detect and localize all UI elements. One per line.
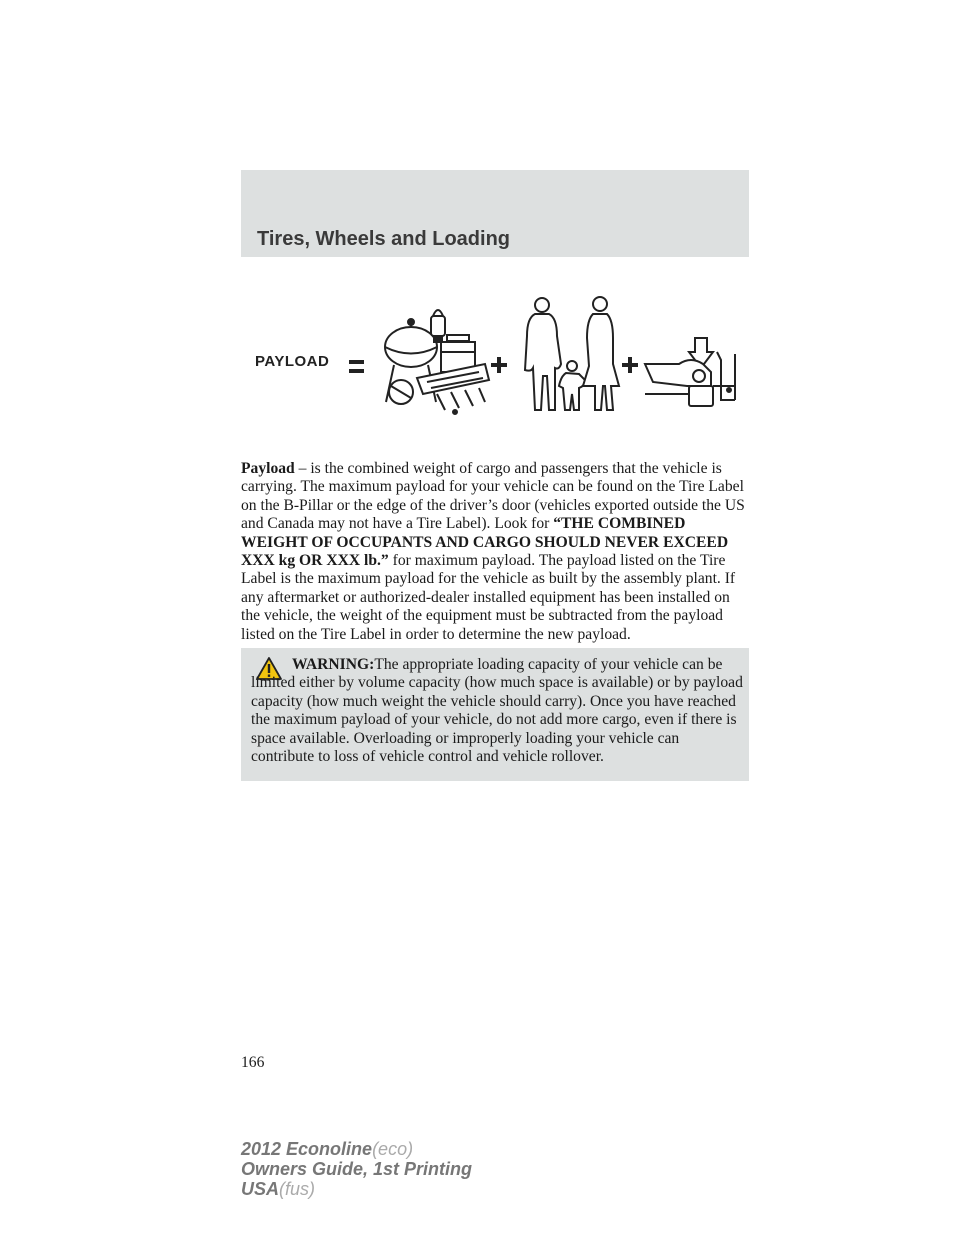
section-header [241,170,749,257]
plus-icon [491,357,507,373]
cargo-icon [385,310,489,414]
warning-body: The appropriate loading capacity of your vehicle can be limited either by volume capacity (how much space is available) or by payload capacity (how much weight the vehicle should carry). Once you have reached the maximum payload of your vehicle, do not add more cargo, even if there is space available. Overloading or improperly loading your vehicle can contribute to loss of vehicle control and vehicle rollover. [251,656,743,766]
trailer-tongue-icon [645,338,735,406]
section-title: Tires, Wheels and Loading [257,228,511,250]
payload-term: Payload [241,460,295,477]
payload-label: PAYLOAD [255,353,330,370]
payload-text-1: – is the combined weight of cargo and passengers that the vehicle is carrying. The maximum payload for your vehicle can be found on the Tire Label on the B-Pillar or the edge of the driver’s door (vehicles exported outside the US and Canada may not have a Tire Label). Look for [241,460,745,533]
footer-guide: Owners Guide, 1st Printing [241,1159,473,1179]
passengers-icon [525,297,619,410]
footer [241,1139,472,1199]
payload-definition [241,460,749,644]
payload-text-2: for maximum payload. The payload listed on the Tire Label is the maximum payload for the vehicle as built by the assembly plant. If any aftermarket or authorized-dealer installed equipment has been installed on the vehicle, the weight of the equipment must be subtracted from the payload listed on the Tire Label in order to determine the new payload. [241,552,736,643]
footer-model-code: (eco) [372,1139,414,1159]
equals-icon [349,360,364,373]
footer-market-code: (fus) [279,1179,316,1199]
payload-figure [241,290,749,430]
payload-illustration [241,290,749,430]
warning-text [241,656,749,766]
payload-label-quote: “THE COMBINED WEIGHT OF OCCUPANTS AND CARGO SHOULD NEVER EXCEED XXX kg OR XXX lb.” [241,515,729,570]
footer-model-line [241,1139,472,1159]
page-number: 166 [241,1054,265,1071]
warning-box [241,648,749,781]
footer-market: USA [241,1179,280,1199]
footer-guide-line [241,1159,472,1179]
footer-model: 2012 Econoline [241,1139,373,1159]
warning-label: WARNING: [292,656,375,673]
plus-icon [622,357,638,373]
footer-market-line [241,1179,472,1199]
